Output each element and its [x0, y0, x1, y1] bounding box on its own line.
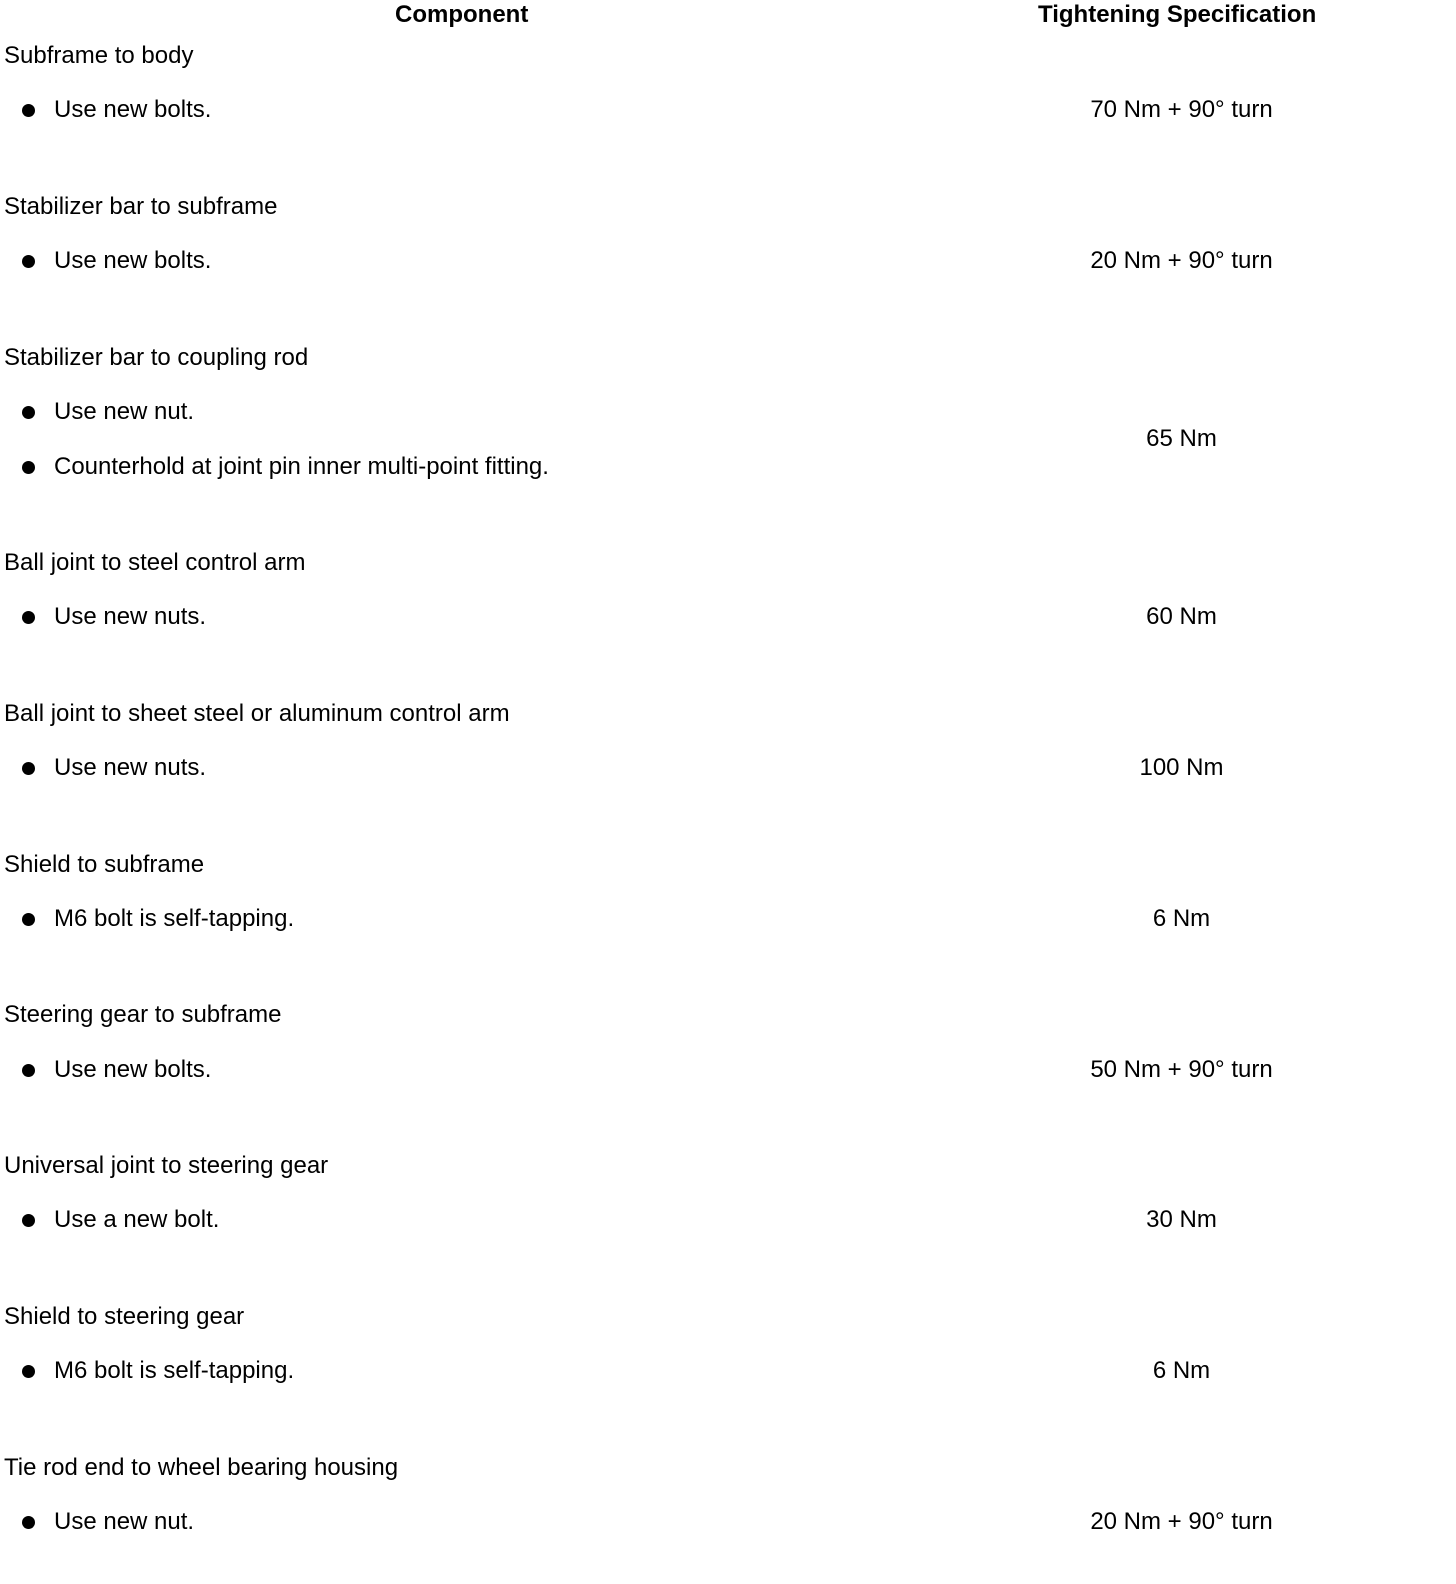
component-name: Universal joint to steering gear — [4, 1152, 329, 1179]
component-name: Stabilizer bar to coupling rod — [4, 344, 309, 371]
bullet-icon — [22, 453, 35, 481]
bullet-icon — [22, 1357, 35, 1385]
component-note: Use new bolts. — [54, 1056, 212, 1083]
component-note: Use a new bolt. — [54, 1206, 220, 1233]
component-name: Steering gear to subframe — [4, 1001, 282, 1028]
bullet-icon — [22, 905, 35, 933]
tightening-spec: 6 Nm — [1152, 905, 1211, 932]
component-note: Use new nuts. — [54, 754, 207, 781]
bullet-icon — [22, 247, 35, 275]
tightening-spec: 70 Nm + 90° turn — [1090, 96, 1273, 123]
component-name: Ball joint to steel control arm — [4, 549, 306, 576]
tightening-spec: 20 Nm + 90° turn — [1090, 1508, 1273, 1535]
bullet-icon — [22, 603, 35, 631]
tightening-spec: 65 Nm — [1146, 425, 1217, 452]
bullet-icon — [22, 398, 35, 426]
component-name: Ball joint to sheet steel or aluminum control arm — [4, 700, 510, 727]
component-note: Use new nut. — [54, 1508, 195, 1535]
tightening-spec: 60 Nm — [1146, 603, 1217, 630]
component-note: M6 bolt is self-tapping. — [54, 905, 295, 932]
bullet-icon — [22, 96, 35, 124]
component-note: Use new nut. — [54, 398, 195, 425]
component-name: Stabilizer bar to subframe — [4, 193, 278, 220]
component-note: Use new bolts. — [54, 96, 212, 123]
tightening-spec: 20 Nm + 90° turn — [1090, 247, 1273, 274]
column-header-tightening-specification: Tightening Specification — [1038, 1, 1317, 28]
bullet-icon — [22, 1056, 35, 1084]
component-note: M6 bolt is self-tapping. — [54, 1357, 295, 1384]
column-header-component: Component — [395, 1, 529, 28]
bullet-icon — [22, 1508, 35, 1536]
component-note: Counterhold at joint pin inner multi-point fitting. — [54, 453, 549, 480]
component-name: Shield to steering gear — [4, 1303, 245, 1330]
tightening-spec: 50 Nm + 90° turn — [1090, 1056, 1273, 1083]
tightening-spec: 100 Nm — [1139, 754, 1224, 781]
tightening-spec: 6 Nm — [1152, 1357, 1211, 1384]
tightening-spec: 30 Nm — [1146, 1206, 1217, 1233]
component-note: Use new nuts. — [54, 603, 207, 630]
bullet-icon — [22, 754, 35, 782]
component-name: Tie rod end to wheel bearing housing — [4, 1454, 399, 1481]
component-name: Subframe to body — [4, 42, 194, 69]
component-note: Use new bolts. — [54, 247, 212, 274]
bullet-icon — [22, 1206, 35, 1234]
component-name: Shield to subframe — [4, 851, 205, 878]
